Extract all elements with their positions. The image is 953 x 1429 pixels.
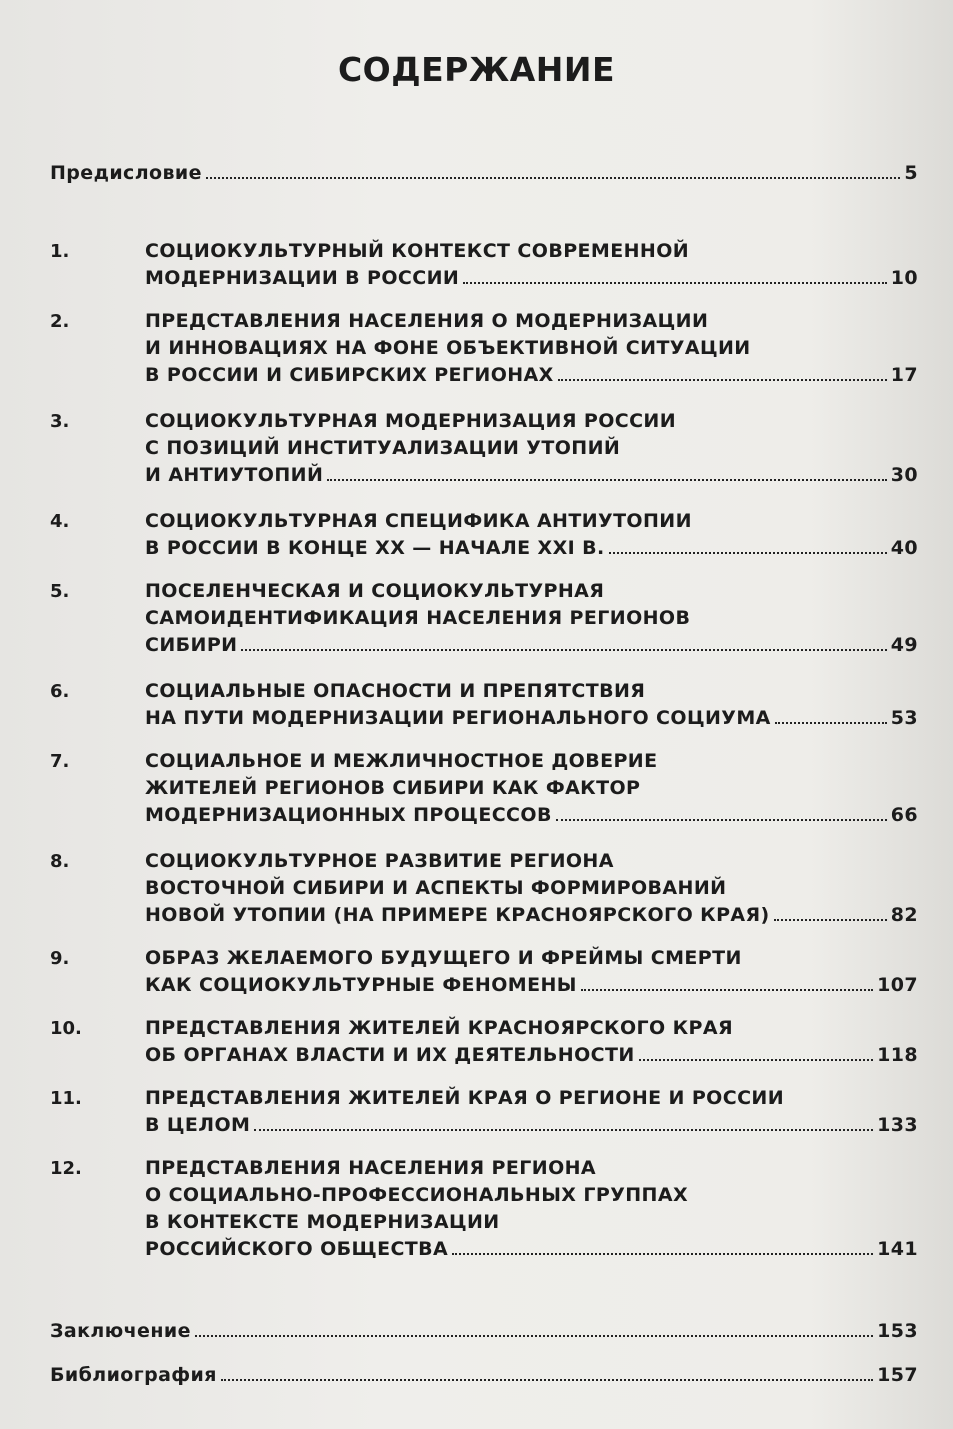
toc-entry-title-line: О СОЦИАЛЬНО-ПРОФЕССИОНАЛЬНЫХ ГРУППАХ [145,1184,688,1206]
toc-entry-last-line [145,1236,918,1263]
toc-entry-last-line [145,705,918,732]
toc-entry-body [145,238,918,292]
toc-entry-title-line: Предисловие [50,162,202,184]
toc-entry-title-line: РОССИЙСКОГО ОБЩЕСТВА [145,1238,449,1260]
toc-entry-body [145,308,918,389]
toc-entry-number: 12. [50,1158,82,1179]
toc-entry-title-line: СОЦИАЛЬНЫЕ ОПАСНОСТИ И ПРЕПЯТСТВИЯ [145,680,646,702]
toc-entry-last-line [145,972,918,999]
toc-entry-title-line: ПРЕДСТАВЛЕНИЯ НАСЕЛЕНИЯ РЕГИОНА [145,1157,597,1179]
dot-leader [241,649,886,651]
toc-entry-last-line [50,1362,918,1389]
toc-entry-body [50,1318,918,1345]
toc-entry-page-number: 40 [890,537,918,559]
dot-leader [254,1129,873,1131]
toc-entry-body [145,508,918,562]
toc-entry-number: 1. [50,241,70,262]
toc-entry-last-line [145,632,918,659]
toc-entry-page-number: 53 [890,707,918,729]
toc-entry-body [145,848,918,929]
toc-entry-title-line: И ИННОВАЦИЯХ НА ФОНЕ ОБЪЕКТИВНОЙ СИТУАЦИИ [145,337,751,359]
page-title: СОДЕРЖАНИЕ [337,50,616,89]
toc-entry-last-line [145,902,918,929]
toc-entry-title-line: СИБИРИ [145,634,238,656]
toc-entry-title-line: ПРЕДСТАВЛЕНИЯ НАСЕЛЕНИЯ О МОДЕРНИЗАЦИИ [145,310,709,332]
toc-entry-body [145,748,918,829]
toc-entry-title-line: В ЦЕЛОМ [145,1114,251,1136]
toc-entry-last-line [145,1112,918,1139]
toc-entry-page-number: 133 [877,1114,918,1136]
toc-entry-number: 10. [50,1018,82,1039]
toc-entry-number: 9. [50,948,70,969]
toc-entry-number: 7. [50,751,70,772]
toc-entry-page-number: 82 [890,904,918,926]
toc-entry-title-line: САМОИДЕНТИФИКАЦИЯ НАСЕЛЕНИЯ РЕГИОНОВ [145,607,691,629]
toc-entry-body [145,1155,918,1263]
toc-entry-body [145,1015,918,1069]
toc-entry-last-line [145,362,918,389]
toc-entry-page-number: 153 [877,1320,918,1342]
toc-entry-page-number: 157 [877,1364,918,1386]
dot-leader [609,552,887,554]
toc-entry-title-line: В КОНТЕКСТЕ МОДЕРНИЗАЦИИ [145,1211,500,1233]
toc-entry-title-line: Заключение [50,1320,191,1342]
dot-leader [775,722,887,724]
toc-entry-title-line: С ПОЗИЦИЙ ИНСТИТУАЛИЗАЦИИ УТОПИЙ [145,437,621,459]
toc-entry-last-line [145,462,918,489]
dot-leader [639,1059,873,1061]
toc-entry-title-line: НОВОЙ УТОПИИ (НА ПРИМЕРЕ КРАСНОЯРСКОГО КРАЯ) [145,904,770,926]
toc-entry-body [145,678,918,732]
toc-entry-number: 2. [50,311,70,332]
toc-entry-title-line: ЖИТЕЛЕЙ РЕГИОНОВ СИБИРИ КАК ФАКТОР [145,777,641,799]
toc-entry-title-line: СОЦИОКУЛЬТУРНОЕ РАЗВИТИЕ РЕГИОНА [145,850,614,872]
toc-entry-page-number: 17 [890,364,918,386]
toc-entry-title-line: ПРЕДСТАВЛЕНИЯ ЖИТЕЛЕЙ КРАЯ О РЕГИОНЕ И РОССИИ [145,1087,785,1109]
toc-entry-last-line [145,802,918,829]
toc-entry-title-line: МОДЕРНИЗАЦИИ В РОССИИ [145,267,460,289]
toc-entry-title-line: СОЦИОКУЛЬТУРНЫЙ КОНТЕКСТ СОВРЕМЕННОЙ [145,240,690,262]
dot-leader [452,1253,873,1255]
toc-entry-last-line [145,1042,918,1069]
toc-entry-last-line [145,535,918,562]
toc-entry-title-line: В РОССИИ В КОНЦЕ XX — НАЧАЛЕ XXI В. [145,537,605,559]
toc-entry-number: 6. [50,681,70,702]
toc-entry-title-line: ВОСТОЧНОЙ СИБИРИ И АСПЕКТЫ ФОРМИРОВАНИЙ [145,877,727,899]
toc-entry-title-line: НА ПУТИ МОДЕРНИЗАЦИИ РЕГИОНАЛЬНОГО СОЦИУМА [145,707,771,729]
toc-entry-number: 4. [50,511,70,532]
toc-entry-last-line [50,160,918,187]
toc-entry-title-line: ПРЕДСТАВЛЕНИЯ ЖИТЕЛЕЙ КРАСНОЯРСКОГО КРАЯ [145,1017,734,1039]
toc-entry-title-line: ПОСЕЛЕНЧЕСКАЯ И СОЦИОКУЛЬТУРНАЯ [145,580,605,602]
toc-entry-title-line: В РОССИИ И СИБИРСКИХ РЕГИОНАХ [145,364,554,386]
dot-leader [195,1335,873,1337]
toc-entry-body [145,945,918,999]
toc-entry-body [145,1085,918,1139]
toc-entry-body [50,160,918,187]
toc-entry-number: 3. [50,411,70,432]
toc-entry-body [145,408,918,489]
toc-entry-title-line: СОЦИАЛЬНОЕ И МЕЖЛИЧНОСТНОЕ ДОВЕРИЕ [145,750,658,772]
toc-entry-title-line: ОБРАЗ ЖЕЛАЕМОГО БУДУЩЕГО И ФРЕЙМЫ СМЕРТИ [145,947,742,969]
toc-entry-title-line: МОДЕРНИЗАЦИОННЫХ ПРОЦЕССОВ [145,804,552,826]
toc-entry-title-line: СОЦИОКУЛЬТУРНАЯ СПЕЦИФИКА АНТИУТОПИИ [145,510,692,532]
dot-leader [206,177,900,179]
toc-entry-page-number: 107 [877,974,918,996]
dot-leader [463,282,887,284]
dot-leader [558,379,887,381]
dot-leader [556,819,887,821]
toc-entry-body [145,578,918,659]
dot-leader [581,989,873,991]
toc-entry-title-line: Библиография [50,1364,217,1386]
toc-entry-page-number: 141 [877,1238,918,1260]
dot-leader [327,479,887,481]
toc-entry-page-number: 10 [890,267,918,289]
dot-leader [221,1379,873,1381]
dot-leader [774,919,887,921]
toc-entry-number: 11. [50,1088,82,1109]
toc-entry-page-number: 118 [877,1044,918,1066]
toc-entry-number: 8. [50,851,70,872]
toc-entry-title-line: КАК СОЦИОКУЛЬТУРНЫЕ ФЕНОМЕНЫ [145,974,577,996]
toc-entry-title-line: СОЦИОКУЛЬТУРНАЯ МОДЕРНИЗАЦИЯ РОССИИ [145,410,677,432]
toc-entry-page-number: 30 [890,464,918,486]
toc-entry-title-line: ОБ ОРГАНАХ ВЛАСТИ И ИХ ДЕЯТЕЛЬНОСТИ [145,1044,635,1066]
toc-entry-last-line [50,1318,918,1345]
toc-entry-page-number: 49 [890,634,918,656]
toc-entry-body [50,1362,918,1389]
toc-entry-title-line: И АНТИУТОПИЙ [145,464,324,486]
toc-entry-page-number: 5 [904,162,918,184]
toc-entry-number: 5. [50,581,70,602]
toc-entry-last-line [145,265,918,292]
toc-entry-page-number: 66 [890,804,918,826]
